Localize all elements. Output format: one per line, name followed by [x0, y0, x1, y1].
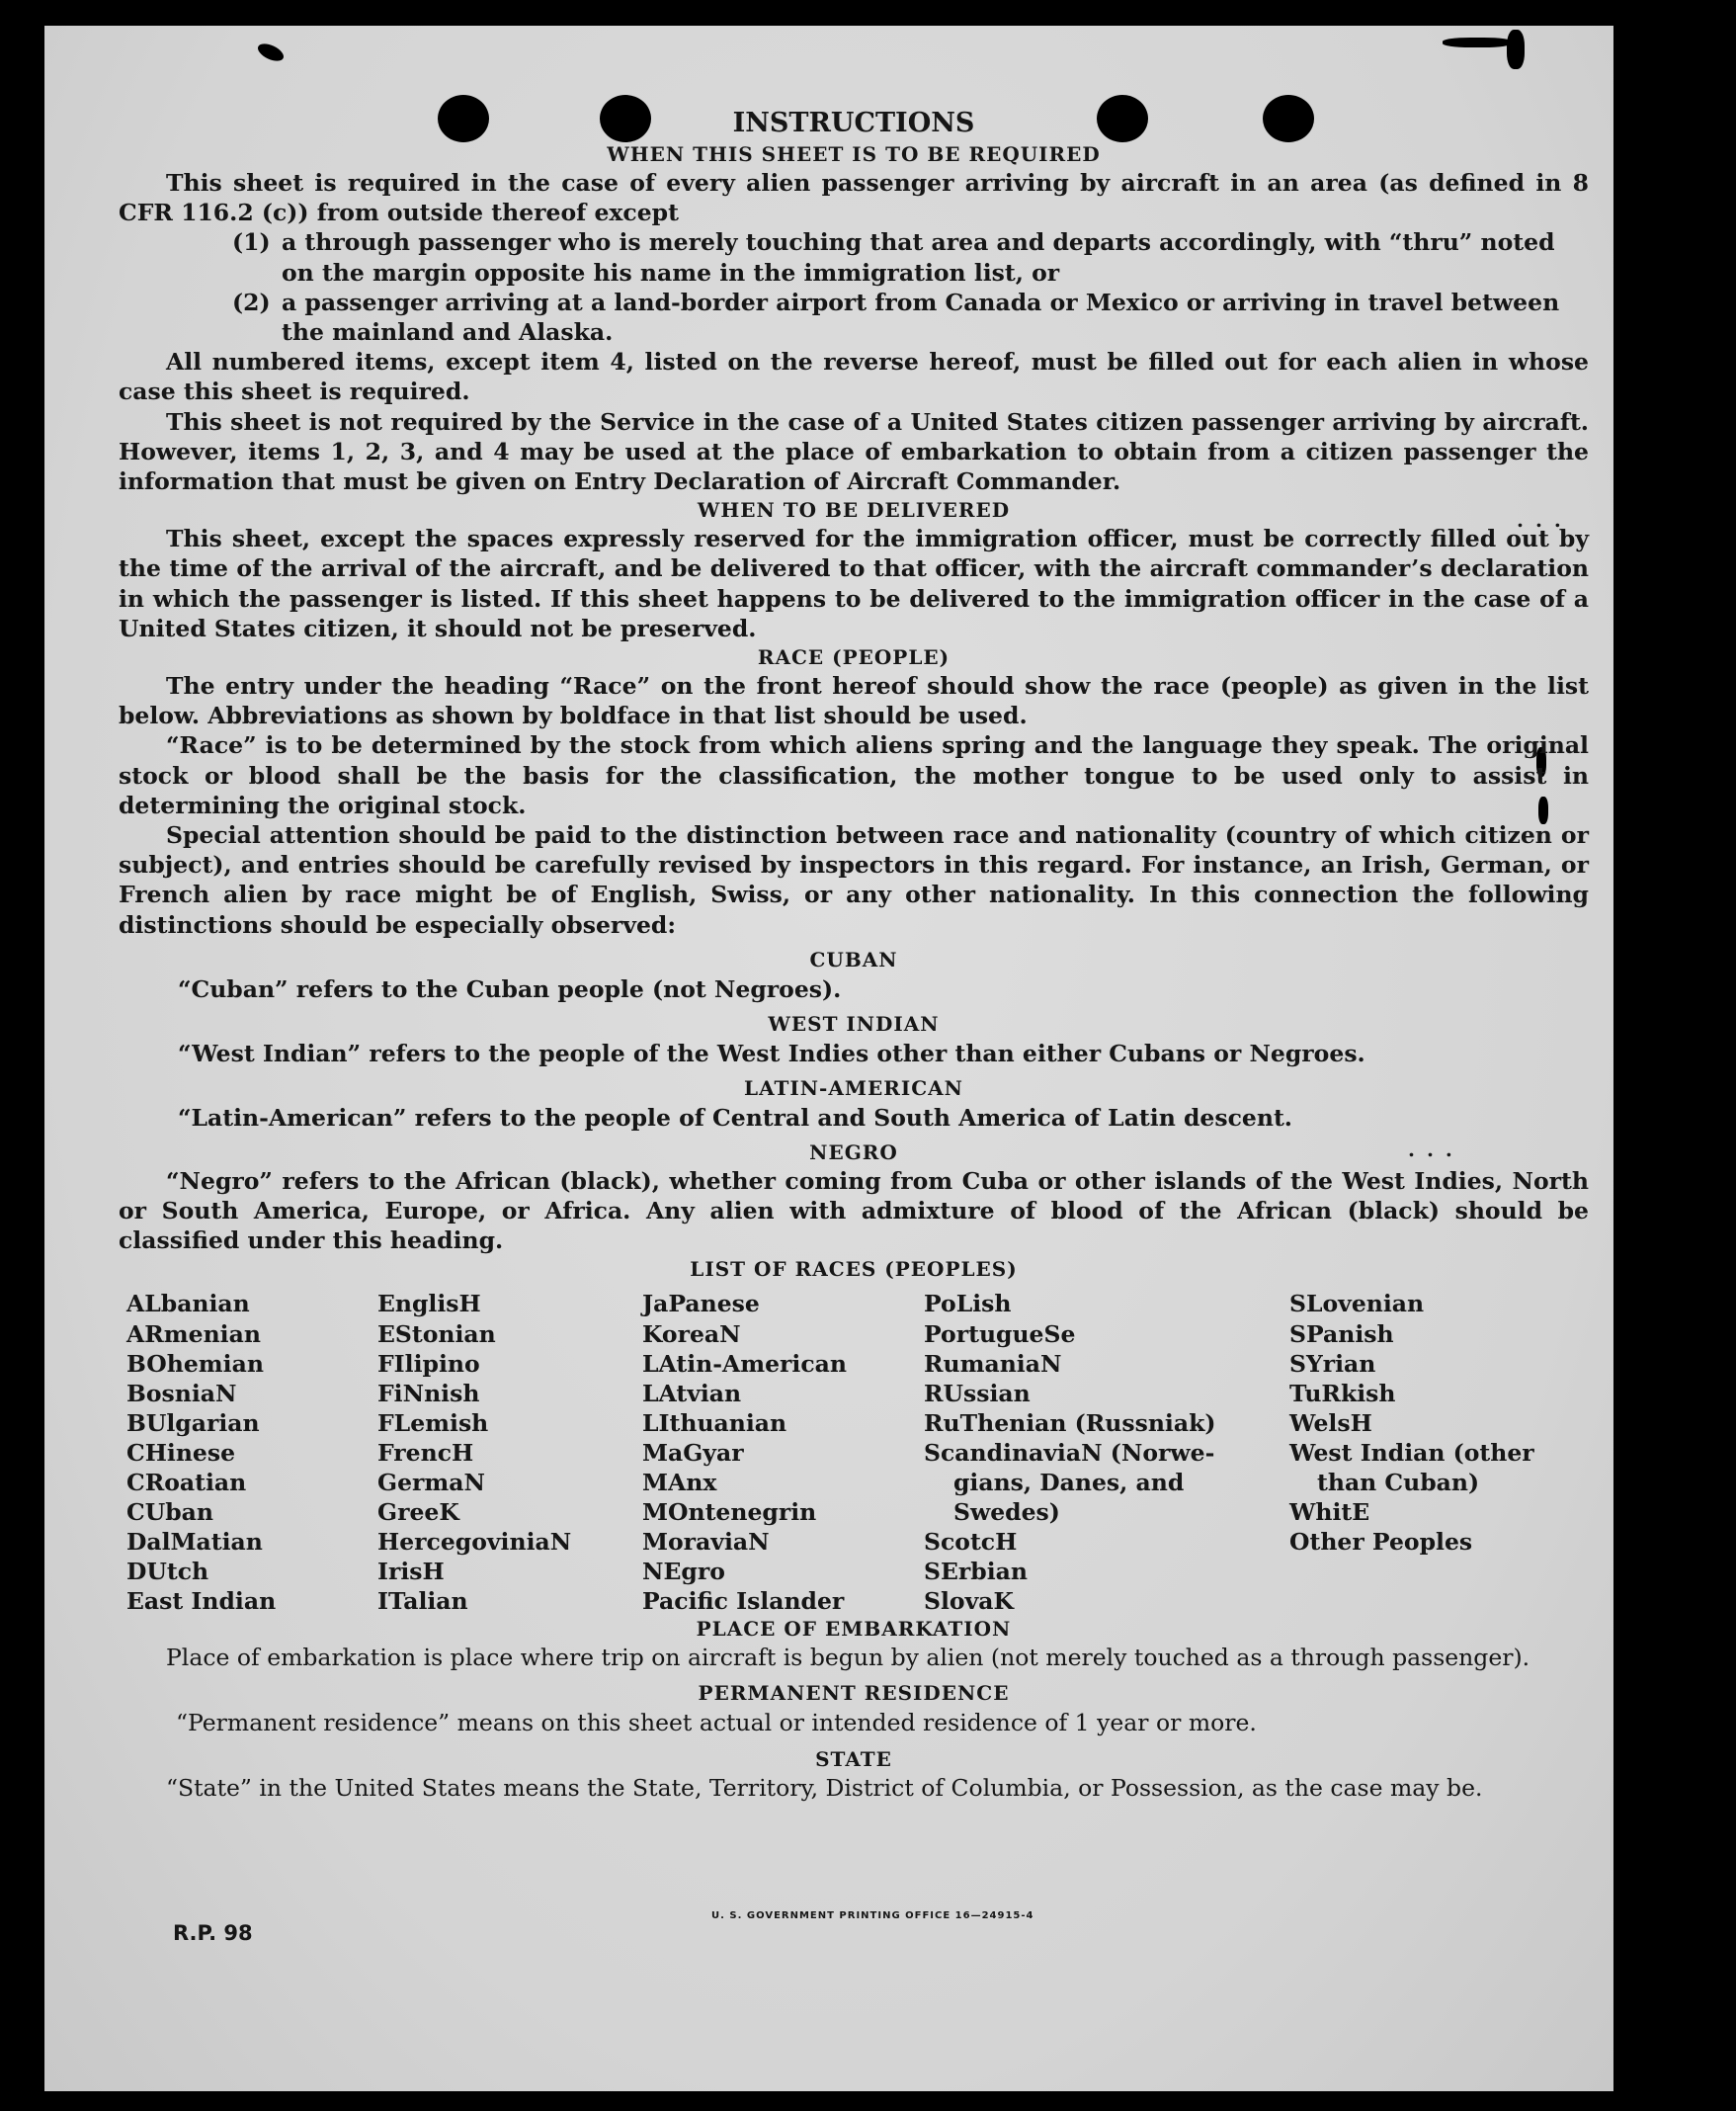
item-number: (2) — [232, 288, 271, 316]
race-list — [119, 1289, 1589, 1615]
race-item: MaGyar — [642, 1438, 744, 1467]
ink-smudge — [255, 41, 286, 65]
race-item: EnglisH — [377, 1290, 481, 1318]
race-item: FiNnish — [377, 1379, 480, 1407]
definition: Place of embarkation is place where trip on aircraft is begun by alien (not merely touched as a through passenger). — [166, 1644, 1530, 1672]
race-item: SlovaK — [924, 1587, 1014, 1616]
race-item: ScotcH — [924, 1528, 1018, 1557]
ink-smudge — [1507, 30, 1525, 69]
race-item: ARmenian — [126, 1319, 261, 1348]
section-heading: WHEN TO BE DELIVERED — [697, 498, 1011, 523]
section-heading: LATIN-AMERICAN — [744, 1075, 963, 1100]
paragraph: This sheet is not required by the Service in the case of a United States citizen passenger arriving by aircraft. However, items 1, 2, 3, and 4 may be used at the place of embarkation to obtain from a citizen passenger the information that must be given on Entry Declaration of Aircraft Commander. — [119, 407, 1589, 496]
section-heading: CUBAN — [809, 947, 898, 971]
race-item: LIthuanian — [642, 1408, 787, 1437]
race-item: GreeK — [377, 1498, 459, 1527]
paragraph: This sheet, except the spaces expressly reserved for the immigration officer, must be correctly filled out by the time of the arrival of the aircraft, and be delivered to that officer, with the aircraft commander’s declaration in which the passenger is listed. If this sheet happens to be delivered to the immigration officer in the case of a United States citizen, it should not be preserved. — [119, 525, 1589, 642]
race-item: EStonian — [377, 1319, 496, 1348]
paragraph: Special attention should be paid to the distinction between race and nationality (country of which citizen or subject), and entries should be carefully revised by inspectors in this regard. For instance, an Irish, German, or French alien by race might be of English, Swiss, or any other nationality. In this connection the following distinctions should be especially observed: — [119, 821, 1589, 939]
list-item — [119, 227, 1589, 287]
race-item: JaPanese — [642, 1290, 760, 1318]
race-item: ITalian — [377, 1587, 468, 1616]
race-item: MAnx — [642, 1469, 717, 1497]
race-item: SLovenian — [1289, 1290, 1425, 1318]
definition: “Latin-American” refers to the people of Central and South America of Latin descent. — [178, 1103, 1292, 1132]
page-title: INSTRUCTIONS — [732, 108, 975, 138]
race-item: KoreaN — [642, 1319, 741, 1348]
printer-imprint: U. S. GOVERNMENT PRINTING OFFICE 16—24915-4 — [711, 1910, 1034, 1921]
race-column — [642, 1289, 847, 1616]
race-item: FLemish — [377, 1408, 489, 1437]
definition: “West Indian” refers to the people of the West Indies other than either Cubans or Negroes. — [178, 1039, 1365, 1067]
race-item: DalMatian — [126, 1528, 263, 1557]
race-item: WhitE — [1289, 1498, 1370, 1527]
stray-marks: ... — [1408, 1138, 1464, 1161]
section-heading: PLACE OF EMBARKATION — [696, 1617, 1012, 1642]
race-item: PoLish — [924, 1290, 1012, 1318]
race-item: NEgro — [642, 1558, 725, 1586]
paragraph: “Race” is to be determined by the stock from which aliens spring and the language they speak. The original stock or blood shall be the basis for the classification, the mother tongue to be used only to assist in determining the original stock. — [119, 731, 1589, 819]
race-item: SPanish — [1289, 1319, 1394, 1348]
race-item: Other Peoples — [1289, 1528, 1473, 1557]
race-column — [377, 1289, 571, 1616]
race-item: RUssian — [924, 1379, 1031, 1407]
race-item: TuRkish — [1289, 1379, 1396, 1407]
item-text: a through passenger who is merely touching that area and departs accordingly, with “thru” noted on the margin opposite his name in the immigration list, or — [282, 228, 1555, 287]
section-heading: WEST INDIAN — [768, 1011, 940, 1036]
ink-smudge — [1443, 38, 1512, 47]
race-item: MOntenegrin — [642, 1498, 817, 1527]
section-heading: RACE (PEOPLE) — [757, 645, 951, 670]
race-item: BOhemian — [126, 1349, 264, 1378]
section-heading: NEGRO — [809, 1140, 898, 1164]
race-item: SYrian — [1289, 1349, 1376, 1378]
race-item: Pacific Islander — [642, 1587, 845, 1616]
paragraph: This sheet is required in the case of every alien passenger arriving by aircraft in an area (as defined in 8 CFR 116.2 (c)) from outside thereof except — [119, 169, 1589, 227]
paragraph: The entry under the heading “Race” on the front hereof should show the race (people) as given in the list below. Abbreviations as shown by boldface in that list should be used. — [119, 672, 1589, 730]
race-item-continued: Swedes) — [953, 1498, 1060, 1527]
definition: “Cuban” refers to the Cuban people (not Negroes). — [178, 974, 842, 1003]
stray-marks: ... — [1517, 508, 1573, 532]
race-item: IrisH — [377, 1558, 445, 1586]
race-item-continued: than Cuban) — [1317, 1469, 1480, 1497]
race-item: WelsH — [1289, 1408, 1372, 1437]
definition: “Permanent residence” means on this sheet actual or intended residence of 1 year or more. — [176, 1708, 1257, 1736]
race-item: East Indian — [126, 1587, 277, 1616]
section-heading: LIST OF RACES (PEOPLES) — [690, 1257, 1018, 1282]
race-item: ALbanian — [126, 1290, 250, 1318]
race-item: DUtch — [126, 1558, 209, 1586]
item-text: a passenger arriving at a land-border airport from Canada or Mexico or arriving in travel between the mainland and Alaska. — [282, 288, 1560, 347]
list-item — [119, 288, 1589, 347]
race-item: FrencH — [377, 1438, 474, 1467]
section-heading: WHEN THIS SHEET IS TO BE REQUIRED — [607, 142, 1101, 166]
race-item: CUban — [126, 1498, 213, 1527]
race-item: LAtin-American — [642, 1349, 847, 1378]
definition: “State” in the United States means the State, Territory, District of Columbia, or Possession, as the case may be. — [166, 1773, 1483, 1802]
section-heading: STATE — [815, 1746, 892, 1771]
race-item: RuThenian (Russniak) — [924, 1408, 1216, 1437]
race-item: RumaniaN — [924, 1349, 1062, 1378]
race-item: BUlgarian — [126, 1408, 260, 1437]
race-item-continued: gians, Danes, and — [953, 1469, 1185, 1497]
race-item: ScandinaviaN (Norwe- — [924, 1438, 1215, 1467]
race-column — [924, 1289, 1215, 1616]
race-item: GermaN — [377, 1469, 485, 1497]
instructions-content — [119, 107, 1589, 1803]
race-item: SErbian — [924, 1558, 1028, 1586]
race-item: LAtvian — [642, 1379, 742, 1407]
race-item: West Indian (other — [1289, 1438, 1534, 1467]
race-item: CRoatian — [126, 1469, 247, 1497]
race-item: CHinese — [126, 1438, 236, 1467]
race-column — [1289, 1289, 1534, 1557]
section-heading: PERMANENT RESIDENCE — [698, 1680, 1010, 1705]
race-item: PortugueSe — [924, 1319, 1076, 1348]
item-number: (1) — [232, 228, 271, 257]
paragraph: All numbered items, except item 4, listed on the reverse hereof, must be filled out for each alien in whose case this sheet is required. — [119, 348, 1589, 406]
race-item: FIlipino — [377, 1349, 480, 1378]
race-item: MoraviaN — [642, 1528, 770, 1557]
document-sheet — [44, 26, 1613, 2091]
definition: “Negro” refers to the African (black), whether coming from Cuba or other islands of the West Indies, North or South America, Europe, or Africa. Any alien with admixture of blood of the African (black) should be classified under this heading. — [119, 1166, 1589, 1255]
race-column — [126, 1289, 276, 1616]
race-item: HercegoviniaN — [377, 1528, 572, 1557]
race-item: BosniaN — [126, 1379, 237, 1407]
form-code: R.P. 98 — [173, 1921, 253, 1945]
